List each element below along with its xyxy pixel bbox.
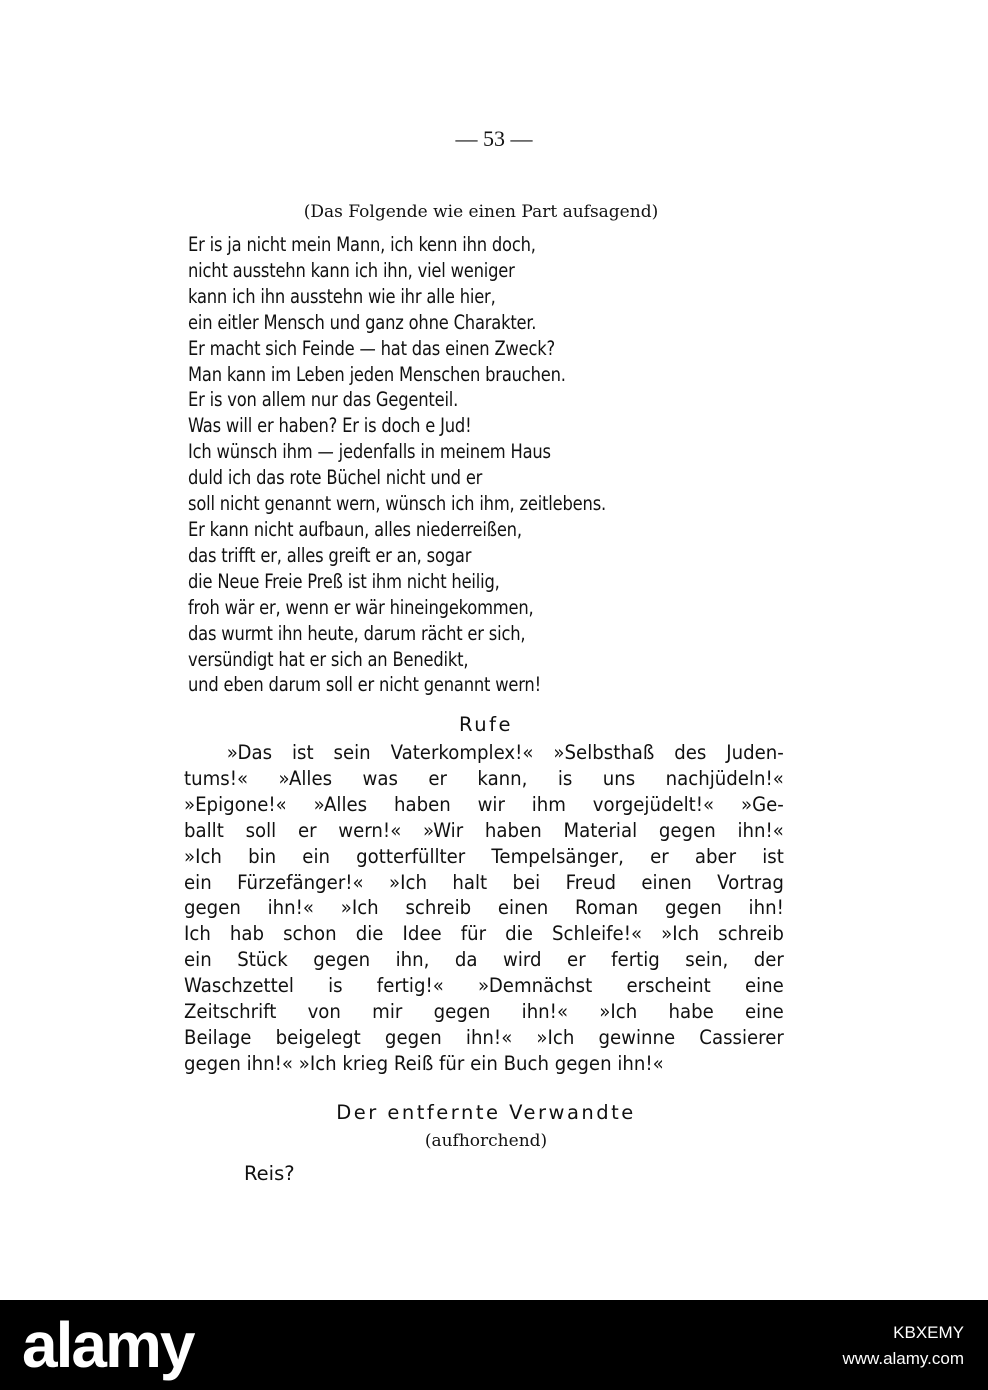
verse-line: duld ich das rote Büchel nicht und er	[188, 466, 483, 490]
verse-line: Er is von allem nur das Gegenteil.	[188, 388, 459, 412]
verse-line: kann ich ihn ausstehn wie ihr alle hier,	[188, 284, 496, 308]
prose-block	[184, 740, 784, 1077]
verse-line: nicht ausstehn kann ich ihn, viel weniger	[188, 258, 515, 282]
prose-line: Beilage beigelegt gegen ihn!« »Ich gewinne Cassierer	[184, 1025, 784, 1049]
prose-line: ballt soll er wern!« »Wir haben Material gegen ihn!«	[184, 818, 784, 842]
prose-line: Waschzettel is fertig!« »Demnächst erscheint eine	[184, 974, 784, 998]
prose-line: gegen ihn!« »Ich krieg Reiß für ein Buch gegen ihn!«	[184, 1051, 664, 1075]
verse-line: Was will er haben? Er is doch e Jud!	[188, 414, 472, 438]
verse-line: Er macht sich Feinde — hat das einen Zweck?	[188, 336, 555, 360]
verse-line: Man kann im Leben jeden Menschen brauchen.	[188, 362, 566, 386]
prose-line: Ich hab schon die Idee für die Schleife!« »Ich schreib	[184, 922, 784, 946]
verse-line: Er kann nicht aufbaun, alles niederreißen,	[188, 517, 522, 541]
prose-line: »Epigone!« »Alles haben wir ihm vorgejüdelt!« »Ge-	[184, 792, 784, 816]
stage-direction: (Das Folgende wie einen Part aufsagend)	[303, 202, 659, 222]
prose-line: ein Stück gegen ihn, da wird er fertig sein, der	[184, 948, 784, 972]
page-number: — 53 —	[455, 126, 533, 151]
prose-line: gegen ihn!« »Ich schreib einen Roman gegen ihn!	[184, 896, 784, 920]
image-id-block	[842, 1320, 964, 1372]
verse-line: Er is ja nicht mein Mann, ich kenn ihn doch,	[188, 233, 536, 256]
image-id: KBXEMY	[893, 1323, 964, 1342]
alamy-logo: alamy	[22, 1309, 194, 1381]
verse-line: soll nicht genannt wern, wünsch ich ihm, zeitlebens.	[188, 492, 607, 516]
stock-footer-bar	[0, 1300, 988, 1390]
verse-line: und eben darum soll er nicht genannt wern!	[188, 673, 541, 697]
verse-line: ein eitler Mensch und ganz ohne Charakter.	[188, 310, 537, 334]
verse-line: Ich wünsch ihm — jedenfalls in meinem Haus	[188, 440, 551, 464]
prose-line: ein Fürzefänger!« »Ich halt bei Freud einen Vortrag	[184, 870, 784, 894]
prose-line: tums!« »Alles was er kann, is uns nachjüdeln!«	[184, 766, 784, 790]
verse-line: das trifft er, alles greift er an, sogar	[188, 543, 472, 567]
speaker-heading: Rufe	[459, 713, 513, 736]
prose-line: Zeitschrift von mir gegen ihn!« »Ich habe eine	[184, 1000, 784, 1024]
verse-line: froh wär er, wenn er wär hineingekommen,	[188, 595, 534, 619]
verse-block	[188, 232, 788, 698]
verse-line: versündigt hat er sich an Benedikt,	[188, 647, 469, 671]
prose-line: »Das ist sein Vaterkomplex!« »Selbsthaß des Juden-	[226, 741, 784, 764]
prose-line: »Ich bin ein gotterfüllter Tempelsänger, er aber ist	[184, 844, 784, 868]
speaker-heading: Der entfernte Verwandte	[336, 1101, 636, 1124]
verse-line: die Neue Freie Preß ist ihm nicht heilig,	[188, 569, 500, 593]
stage-direction: (aufhorchend)	[424, 1131, 548, 1151]
site-url: www.alamy.com	[842, 1349, 964, 1368]
reply-line: Reis?	[244, 1162, 295, 1185]
verse-line: das wurmt ihn heute, darum rächt er sich,	[188, 621, 526, 645]
